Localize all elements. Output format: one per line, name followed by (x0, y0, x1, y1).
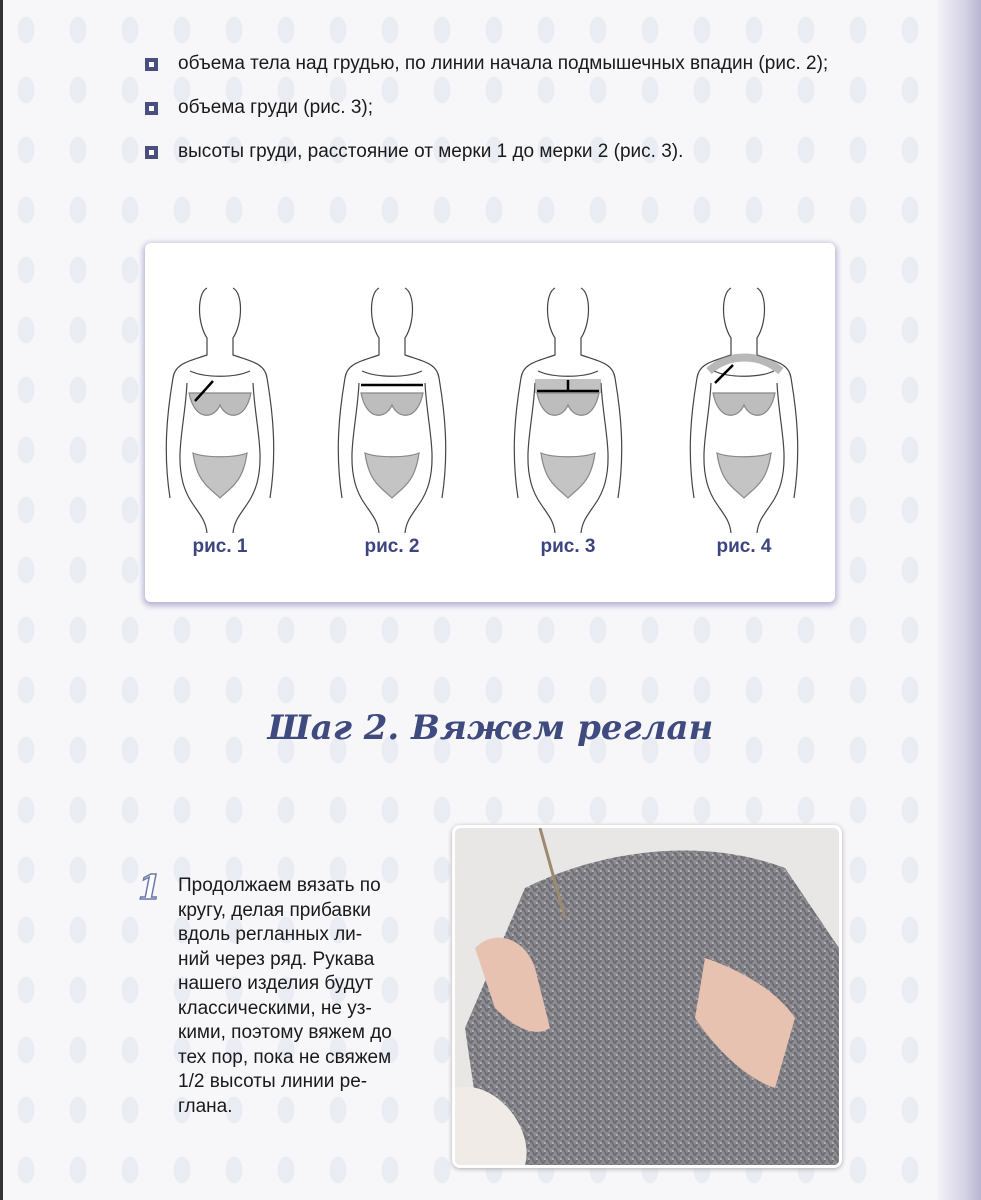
figure-panel (145, 243, 835, 602)
step-line: Продолжаем вязать по (178, 875, 381, 896)
list-item (145, 52, 865, 76)
measurement-list (145, 52, 865, 184)
list-item-text: объема груди (рис. 3); (178, 97, 374, 118)
bullet-square-icon (145, 58, 158, 71)
page-side-band (937, 0, 981, 1200)
step-line: нашего изделия будут (178, 973, 374, 994)
step-line: кими, поэтому вяжем до (178, 1022, 392, 1043)
figure-label: рис. 3 (540, 536, 596, 557)
figure-label: рис. 2 (364, 536, 420, 557)
step-line: 1/2 высоты линии ре- (178, 1071, 368, 1092)
step-line: глана. (178, 1095, 233, 1117)
list-item-text: объема тела над грудью, по линии начала подмышечных впадин (рис. 2); (178, 53, 829, 74)
figure-body-3 (493, 283, 643, 533)
figure-body-2 (317, 283, 467, 533)
bullet-square-icon (145, 146, 158, 159)
step-text (178, 874, 392, 1119)
section-heading: Шаг 2. Вяжем реглан (267, 708, 714, 748)
list-item (145, 140, 865, 164)
step-line: кругу, делая прибавки (178, 899, 371, 921)
step-line: тех пор, пока не свяжем (178, 1046, 392, 1068)
step-number: 1 (138, 868, 162, 908)
figure-label: рис. 1 (192, 536, 248, 557)
figure-label: рис. 4 (716, 536, 772, 557)
page-edge (0, 0, 3, 1200)
bullet-square-icon (145, 102, 158, 115)
list-item (145, 96, 865, 120)
list-item-text: высоты груди, расстояние от мерки 1 до мерки 2 (рис. 3). (178, 141, 684, 162)
step-line: вдоль регланных ли- (178, 924, 363, 945)
figure-body-1 (145, 283, 295, 533)
step-line: классическими, не уз- (178, 997, 372, 1019)
step-line: ний через ряд. Рукава (178, 948, 375, 970)
figure-body-4 (669, 283, 819, 533)
knitting-photo (452, 825, 842, 1168)
